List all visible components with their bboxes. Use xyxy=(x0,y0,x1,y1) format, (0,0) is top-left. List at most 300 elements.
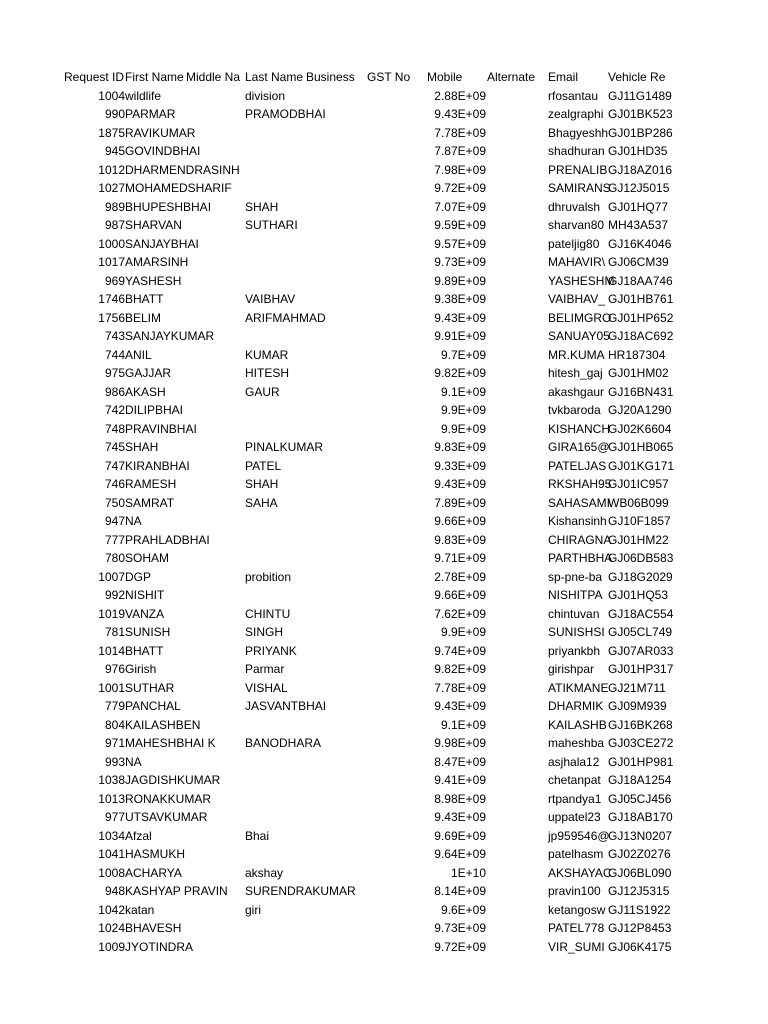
cell-mobile[interactable]: 9.69E+09 xyxy=(434,828,486,843)
cell-first-name[interactable]: VANZA xyxy=(125,606,165,621)
cell-request-id[interactable]: 750 xyxy=(104,495,125,510)
cell-vehicle[interactable]: WB06B099 xyxy=(608,495,669,510)
cell-last-name[interactable]: SHAH xyxy=(245,477,279,491)
cell-mobile[interactable]: 1E+10 xyxy=(450,865,486,880)
cell-vehicle[interactable]: GJ05CL749 xyxy=(608,625,673,639)
cell-mobile[interactable]: 9.83E+09 xyxy=(434,440,486,454)
cell-mobile[interactable]: 9.43E+09 xyxy=(434,107,486,121)
cell-first-name[interactable]: BHAVESH xyxy=(125,921,182,935)
cell-request-id[interactable]: 804 xyxy=(104,717,125,732)
cell-request-id[interactable]: 1034 xyxy=(98,828,125,843)
cell-vehicle[interactable]: GJ11S1922 xyxy=(608,902,671,917)
cell-request-id[interactable]: 992 xyxy=(104,588,125,602)
cell-first-name[interactable]: AKASH xyxy=(125,384,166,399)
cell-vehicle[interactable]: GJ18G2029 xyxy=(608,569,673,584)
cell-request-id[interactable]: 748 xyxy=(104,421,125,436)
cell-mobile[interactable]: 9.72E+09 xyxy=(434,181,486,195)
cell-mobile[interactable]: 9.72E+09 xyxy=(434,939,486,954)
header-gst-no[interactable]: GST No xyxy=(367,70,411,84)
cell-vehicle[interactable]: GJ02K6604 xyxy=(608,421,672,436)
cell-vehicle[interactable]: GJ09M939 xyxy=(608,699,667,713)
cell-first-name[interactable]: BHUPESHBHAI xyxy=(125,199,212,214)
cell-vehicle[interactable]: GJ06K4175 xyxy=(608,939,672,954)
cell-first-name[interactable]: KAILASHBEN xyxy=(125,717,201,732)
cell-vehicle[interactable]: GJ18AC692 xyxy=(608,329,674,343)
cell-first-name[interactable]: JAGDISHKUMAR xyxy=(125,773,221,787)
cell-vehicle[interactable]: GJ13N0207 xyxy=(608,828,673,843)
cell-first-name[interactable]: BELIM xyxy=(125,310,162,325)
cell-email[interactable]: KAILASHB xyxy=(548,717,607,732)
cell-mobile[interactable]: 9.91E+09 xyxy=(434,329,486,343)
cell-vehicle[interactable]: GJ12J5315 xyxy=(608,884,670,898)
cell-mobile[interactable]: 9.74E+09 xyxy=(434,643,486,658)
cell-mobile[interactable]: 9.64E+09 xyxy=(434,847,486,861)
cell-last-name[interactable] xyxy=(245,512,306,531)
cell-last-name[interactable]: SAHA xyxy=(245,495,278,510)
cell-vehicle[interactable]: GJ16K4046 xyxy=(608,236,672,251)
cell-first-name[interactable]: ANIL xyxy=(125,347,152,362)
cell-last-name[interactable]: division xyxy=(245,88,286,103)
cell-email[interactable]: uppatel23 xyxy=(548,810,601,824)
cell-mobile[interactable]: 9.73E+09 xyxy=(434,921,486,935)
cell-mobile[interactable]: 9.59E+09 xyxy=(434,218,486,232)
cell-first-name[interactable]: PANCHAL xyxy=(125,699,181,713)
cell-first-name[interactable]: JYOTINDRA xyxy=(125,939,194,954)
cell-first-name[interactable]: BHATT xyxy=(125,292,164,306)
cell-request-id[interactable]: 746 xyxy=(104,477,125,491)
cell-mobile[interactable]: 9.83E+09 xyxy=(434,532,486,547)
cell-request-id[interactable]: 1017 xyxy=(98,255,125,269)
cell-request-id[interactable]: 1008 xyxy=(98,865,125,880)
header-business[interactable]: Business xyxy=(306,70,355,84)
cell-request-id[interactable]: 993 xyxy=(104,754,125,769)
cell-first-name[interactable]: SANJAYBHAI xyxy=(125,236,199,251)
cell-last-name[interactable] xyxy=(245,161,306,180)
cell-request-id[interactable]: 779 xyxy=(104,699,125,713)
cell-last-name[interactable] xyxy=(245,771,306,790)
cell-email[interactable]: pravin100 xyxy=(548,884,601,898)
cell-vehicle[interactable]: GJ01HM22 xyxy=(608,532,669,547)
cell-last-name[interactable] xyxy=(245,716,306,735)
cell-email[interactable]: YASHESHM xyxy=(548,273,615,288)
cell-request-id[interactable]: 1014 xyxy=(98,643,125,658)
cell-last-name[interactable] xyxy=(245,845,306,864)
cell-email[interactable]: SANUAY05 xyxy=(548,329,610,343)
cell-request-id[interactable]: 743 xyxy=(104,329,125,343)
cell-mobile[interactable]: 9.1E+09 xyxy=(440,384,486,399)
cell-request-id[interactable]: 1875 xyxy=(98,125,125,140)
cell-email[interactable]: rtpandya1 xyxy=(548,791,602,806)
cell-request-id[interactable]: 742 xyxy=(104,403,125,417)
cell-first-name[interactable]: wildlife xyxy=(125,88,162,103)
cell-request-id[interactable]: 1012 xyxy=(98,162,125,177)
cell-email[interactable]: chintuvan xyxy=(548,606,600,621)
cell-request-id[interactable]: 975 xyxy=(104,366,125,380)
cell-vehicle[interactable]: GJ16BK268 xyxy=(608,717,673,732)
cell-first-name[interactable]: SHARVAN xyxy=(125,218,182,232)
cell-vehicle[interactable]: GJ01IC957 xyxy=(608,477,669,491)
cell-email[interactable]: girishpar xyxy=(548,662,595,676)
cell-mobile[interactable]: 9.7E+09 xyxy=(440,347,486,362)
cell-request-id[interactable]: 1746 xyxy=(98,292,125,306)
cell-vehicle[interactable]: MH43A537 xyxy=(608,218,669,232)
cell-email[interactable]: KISHANCH xyxy=(548,421,611,436)
cell-last-name[interactable] xyxy=(245,235,306,254)
cell-request-id[interactable]: 948 xyxy=(104,884,125,898)
table-row xyxy=(0,216,768,235)
cell-last-name[interactable] xyxy=(245,327,306,346)
cell-email[interactable]: tvkbaroda xyxy=(548,403,601,417)
table-row xyxy=(0,253,768,272)
cell-email[interactable]: pateljig80 xyxy=(548,236,600,251)
cell-vehicle[interactable]: GJ21M711 xyxy=(608,680,666,695)
header-middle-name[interactable]: Middle Na xyxy=(186,70,241,84)
cell-vehicle[interactable]: GJ01BK523 xyxy=(608,107,673,121)
cell-last-name[interactable]: giri xyxy=(245,902,262,917)
cell-vehicle[interactable]: GJ20A1290 xyxy=(608,403,672,417)
cell-first-name[interactable]: MAHESHBHAI K xyxy=(125,736,216,750)
cell-mobile[interactable]: 8.47E+09 xyxy=(434,754,486,769)
cell-vehicle[interactable]: GJ02Z0276 xyxy=(608,847,671,861)
cell-first-name[interactable]: SUNISH xyxy=(125,625,171,639)
cell-email[interactable]: RKSHAH95 xyxy=(548,477,612,491)
cell-email[interactable]: NISHITPA xyxy=(548,588,603,602)
cell-first-name[interactable]: NA xyxy=(125,754,142,769)
cell-vehicle[interactable]: GJ01HP981 xyxy=(608,754,674,769)
cell-request-id[interactable]: 1027 xyxy=(98,181,125,195)
table-row xyxy=(0,457,768,476)
cell-first-name[interactable]: GOVINDBHAI xyxy=(125,144,201,158)
cell-first-name[interactable]: RAMESH xyxy=(125,477,177,491)
cell-first-name[interactable]: SAMRAT xyxy=(125,495,175,510)
cell-first-name[interactable]: Girish xyxy=(125,662,157,676)
cell-last-name[interactable]: Parmar xyxy=(245,662,285,676)
cell-last-name[interactable] xyxy=(245,549,306,568)
cell-first-name[interactable]: katan xyxy=(125,902,155,917)
cell-vehicle[interactable]: GJ01KG171 xyxy=(608,458,675,473)
cell-first-name[interactable]: PRAHLADBHAI xyxy=(125,532,210,547)
header-first-name[interactable]: First Name xyxy=(125,70,184,84)
cell-first-name[interactable]: UTSAVKUMAR xyxy=(125,810,208,824)
cell-request-id[interactable]: 1001 xyxy=(98,680,125,695)
cell-email[interactable]: sharvan80 xyxy=(548,218,605,232)
cell-vehicle[interactable]: GJ01HD35 xyxy=(608,144,668,158)
cell-mobile[interactable]: 9.57E+09 xyxy=(434,236,486,251)
cell-mobile[interactable]: 9.1E+09 xyxy=(440,717,486,732)
cell-last-name[interactable]: GAUR xyxy=(245,384,280,399)
cell-vehicle[interactable]: GJ05CJ456 xyxy=(608,791,672,806)
table-row xyxy=(0,845,768,864)
cell-vehicle[interactable]: GJ10F1857 xyxy=(608,514,671,528)
cell-mobile[interactable]: 7.78E+09 xyxy=(434,125,486,140)
cell-email[interactable]: CHIRAGNA xyxy=(548,532,612,547)
cell-last-name[interactable] xyxy=(245,253,306,272)
cell-request-id[interactable]: 1041 xyxy=(98,847,125,861)
cell-email[interactable]: GIRA165@ xyxy=(548,440,610,454)
cell-last-name[interactable]: PRAMODBHAI xyxy=(245,107,326,121)
cell-request-id[interactable]: 781 xyxy=(104,625,125,639)
cell-first-name[interactable]: DHARMENDRASINH xyxy=(125,162,240,177)
cell-first-name[interactable]: MOHAMEDSHARIF xyxy=(125,181,232,195)
cell-request-id[interactable]: 977 xyxy=(104,810,125,824)
cell-email[interactable]: akashgaur xyxy=(548,384,605,399)
cell-mobile[interactable]: 8.98E+09 xyxy=(434,791,486,806)
cell-mobile[interactable]: 9.71E+09 xyxy=(434,551,486,565)
cell-request-id[interactable]: 777 xyxy=(104,532,125,547)
cell-email[interactable]: SUNISHSI xyxy=(548,625,605,639)
cell-vehicle[interactable]: GJ01BP286 xyxy=(608,125,673,140)
cell-email[interactable]: MAHAVIR\ xyxy=(548,255,606,269)
cell-vehicle[interactable]: HR187304 xyxy=(608,347,666,362)
cell-last-name[interactable]: VISHAL xyxy=(245,680,288,695)
cell-request-id[interactable]: 1042 xyxy=(98,902,125,917)
cell-last-name[interactable] xyxy=(245,531,306,550)
cell-email[interactable]: PATELJAS xyxy=(548,458,607,473)
cell-email[interactable]: PARTHBHA xyxy=(548,551,613,565)
cell-vehicle[interactable]: GJ01HP652 xyxy=(608,310,674,325)
cell-vehicle[interactable]: GJ01HB761 xyxy=(608,292,674,306)
cell-vehicle[interactable]: GJ01HM02 xyxy=(608,366,669,380)
cell-vehicle[interactable]: GJ18AC554 xyxy=(608,606,674,621)
cell-vehicle[interactable]: GJ12J5015 xyxy=(608,181,670,195)
cell-mobile[interactable]: 9.66E+09 xyxy=(434,588,486,602)
cell-last-name[interactable] xyxy=(245,790,306,809)
cell-last-name[interactable]: HITESH xyxy=(245,366,290,380)
cell-last-name[interactable]: SURENDRAKUMAR xyxy=(245,884,356,898)
cell-mobile[interactable]: 7.07E+09 xyxy=(434,199,486,214)
table-row xyxy=(0,346,768,365)
cell-last-name[interactable] xyxy=(245,586,306,605)
cell-vehicle[interactable]: GJ18AB170 xyxy=(608,810,673,824)
header-request-id[interactable]: Request ID xyxy=(64,70,125,84)
cell-mobile[interactable]: 7.87E+09 xyxy=(434,144,486,158)
header-vehicle[interactable]: Vehicle Re xyxy=(608,70,666,84)
cell-mobile[interactable]: 9.41E+09 xyxy=(434,773,486,787)
cell-mobile[interactable]: 7.89E+09 xyxy=(434,495,486,510)
cell-first-name[interactable]: RONAKKUMAR xyxy=(125,791,212,806)
cell-first-name[interactable]: KIRANBHAI xyxy=(125,458,190,473)
cell-request-id[interactable]: 1756 xyxy=(98,310,125,325)
cell-vehicle[interactable]: GJ06DB583 xyxy=(608,551,674,565)
table-row xyxy=(0,716,768,735)
cell-last-name[interactable]: PRIYANK xyxy=(245,643,297,658)
cell-request-id[interactable]: 986 xyxy=(104,384,125,399)
cell-request-id[interactable]: 1009 xyxy=(98,939,125,954)
cell-email[interactable]: PRENALIB xyxy=(548,162,608,177)
cell-email[interactable]: hitesh_gaj xyxy=(548,366,603,380)
cell-request-id[interactable]: 945 xyxy=(104,144,125,158)
header-mobile[interactable]: Mobile xyxy=(427,70,463,84)
cell-first-name[interactable]: KASHYAP PRAVIN xyxy=(125,884,228,898)
cell-request-id[interactable]: 745 xyxy=(104,440,125,454)
cell-mobile[interactable]: 9.73E+09 xyxy=(434,255,486,269)
cell-email[interactable]: SAHASAMI xyxy=(548,495,611,510)
cell-last-name[interactable] xyxy=(245,753,306,772)
cell-first-name[interactable]: ACHARYA xyxy=(125,865,182,880)
cell-vehicle[interactable]: GJ11G1489 xyxy=(608,88,672,103)
cell-email[interactable]: PATEL778 xyxy=(548,921,605,935)
cell-mobile[interactable]: 9.9E+09 xyxy=(440,421,486,436)
cell-last-name[interactable]: ARIFMAHMAD xyxy=(245,310,326,325)
header-alternate[interactable]: Alternate xyxy=(487,70,536,84)
cell-first-name[interactable]: Afzal xyxy=(125,828,152,843)
cell-vehicle[interactable]: GJ18A1254 xyxy=(608,773,672,787)
cell-email[interactable]: rfosantau xyxy=(548,88,599,103)
cell-vehicle[interactable]: GJ07AR033 xyxy=(608,643,674,658)
cell-first-name[interactable]: SUTHAR xyxy=(125,680,175,695)
cell-last-name[interactable] xyxy=(245,919,306,938)
cell-mobile[interactable]: 9.9E+09 xyxy=(440,625,486,639)
header-email[interactable]: Email xyxy=(548,70,579,84)
cell-vehicle[interactable]: GJ18AA746 xyxy=(608,273,673,288)
cell-first-name[interactable]: DGP xyxy=(125,569,152,584)
cell-email[interactable]: sp-pne-ba xyxy=(548,569,603,584)
cell-vehicle[interactable]: GJ01HQ77 xyxy=(608,199,669,214)
cell-request-id[interactable]: 976 xyxy=(104,662,125,676)
cell-request-id[interactable]: 947 xyxy=(104,514,125,528)
cell-first-name[interactable]: HASMUKH xyxy=(125,847,186,861)
cell-request-id[interactable]: 747 xyxy=(104,458,125,473)
cell-request-id[interactable]: 989 xyxy=(104,199,125,214)
cell-first-name[interactable]: GAJJAR xyxy=(125,366,172,380)
cell-last-name[interactable] xyxy=(245,179,306,198)
cell-request-id[interactable]: 969 xyxy=(104,273,125,288)
cell-first-name[interactable]: SANJAYKUMAR xyxy=(125,329,215,343)
cell-mobile[interactable]: 2.78E+09 xyxy=(434,569,486,584)
cell-mobile[interactable]: 9.43E+09 xyxy=(434,699,486,713)
cell-last-name[interactable]: KUMAR xyxy=(245,347,289,362)
cell-last-name[interactable]: probition xyxy=(245,569,292,584)
cell-first-name[interactable]: BHATT xyxy=(125,643,164,658)
cell-email[interactable]: ketangosw xyxy=(548,902,606,917)
cell-last-name[interactable]: BANODHARA xyxy=(245,736,322,750)
cell-last-name[interactable]: CHINTU xyxy=(245,606,291,621)
cell-last-name[interactable] xyxy=(245,272,306,291)
cell-request-id[interactable]: 1000 xyxy=(98,236,125,251)
cell-mobile[interactable]: 9.43E+09 xyxy=(434,310,486,325)
cell-mobile[interactable]: 9.38E+09 xyxy=(434,292,486,306)
cell-mobile[interactable]: 9.33E+09 xyxy=(434,458,486,473)
cell-last-name[interactable]: akshay xyxy=(245,865,284,880)
cell-last-name[interactable] xyxy=(245,124,306,143)
cell-mobile[interactable]: 9.43E+09 xyxy=(434,810,486,824)
cell-first-name[interactable]: PRAVINBHAI xyxy=(125,421,197,436)
cell-first-name[interactable]: RAVIKUMAR xyxy=(125,125,196,140)
cell-vehicle[interactable]: GJ06BL090 xyxy=(608,865,672,880)
cell-email[interactable]: Kishansinh xyxy=(548,514,607,528)
cell-last-name[interactable]: JASVANTBHAI xyxy=(245,699,327,713)
cell-mobile[interactable]: 9.6E+09 xyxy=(440,902,486,917)
cell-vehicle[interactable]: GJ01HB065 xyxy=(608,440,674,454)
cell-mobile[interactable]: 9.66E+09 xyxy=(434,514,486,528)
cell-last-name[interactable] xyxy=(245,808,306,827)
cell-email[interactable]: dhruvalsh xyxy=(548,199,601,214)
cell-email[interactable]: shadhuran xyxy=(548,144,605,158)
cell-last-name[interactable]: SUTHARI xyxy=(245,218,298,232)
cell-last-name[interactable]: Bhai xyxy=(245,828,270,843)
cell-last-name[interactable] xyxy=(245,420,306,439)
cell-email[interactable]: AKSHAYAC xyxy=(548,865,612,880)
cell-vehicle[interactable]: GJ16BN431 xyxy=(608,384,674,399)
cell-vehicle[interactable]: GJ18AZ016 xyxy=(608,162,673,177)
cell-vehicle[interactable]: GJ01HP317 xyxy=(608,662,674,676)
cell-request-id[interactable]: 990 xyxy=(104,107,125,121)
cell-email[interactable]: BELIMGRO xyxy=(548,310,612,325)
cell-mobile[interactable]: 9.98E+09 xyxy=(434,736,486,750)
cell-last-name[interactable] xyxy=(245,938,306,957)
cell-mobile[interactable]: 7.98E+09 xyxy=(434,162,486,177)
cell-email[interactable]: SAMIRANS xyxy=(548,181,611,195)
cell-vehicle[interactable]: GJ06CM39 xyxy=(608,255,669,269)
cell-email[interactable]: chetanpat xyxy=(548,773,601,787)
cell-request-id[interactable]: 744 xyxy=(104,347,125,362)
cell-first-name[interactable]: DILIPBHAI xyxy=(125,403,184,417)
cell-email[interactable]: VIR_SUMI xyxy=(548,939,605,954)
cell-email[interactable]: patelhasm xyxy=(548,847,604,861)
cell-mobile[interactable]: 7.62E+09 xyxy=(434,606,486,621)
cell-last-name[interactable] xyxy=(245,142,306,161)
cell-vehicle[interactable]: GJ12P8453 xyxy=(608,921,672,935)
cell-email[interactable]: zealgraphi xyxy=(548,107,604,121)
cell-vehicle[interactable]: GJ01HQ53 xyxy=(608,588,669,602)
cell-first-name[interactable]: NISHIT xyxy=(125,588,165,602)
cell-first-name[interactable]: SHAH xyxy=(125,440,159,454)
cell-mobile[interactable]: 7.78E+09 xyxy=(434,680,486,695)
cell-email[interactable]: MR.KUMA xyxy=(548,347,605,362)
cell-first-name[interactable]: YASHESH xyxy=(125,273,182,288)
cell-mobile[interactable]: 9.9E+09 xyxy=(440,403,486,417)
cell-last-name[interactable]: VAIBHAV xyxy=(245,292,296,306)
cell-email[interactable]: Bhagyeshh xyxy=(548,125,609,140)
cell-email[interactable]: ATIKMANE xyxy=(548,680,609,695)
cell-email[interactable]: DHARMIK xyxy=(548,699,604,713)
cell-email[interactable]: jp959546@ xyxy=(548,828,610,843)
cell-first-name[interactable]: NA xyxy=(125,514,142,528)
cell-request-id[interactable]: 1013 xyxy=(98,791,125,806)
cell-request-id[interactable]: 971 xyxy=(104,736,125,750)
cell-last-name[interactable]: SHAH xyxy=(245,199,279,214)
cell-email[interactable]: maheshba xyxy=(548,736,605,750)
cell-mobile[interactable]: 2.88E+09 xyxy=(434,88,486,103)
cell-mobile[interactable]: 9.82E+09 xyxy=(434,366,486,380)
cell-request-id[interactable]: 987 xyxy=(104,218,125,232)
cell-first-name[interactable]: PARMAR xyxy=(125,107,176,121)
cell-email[interactable]: priyankbh xyxy=(548,643,601,658)
cell-mobile[interactable]: 8.14E+09 xyxy=(434,884,486,898)
cell-mobile[interactable]: 9.89E+09 xyxy=(434,273,486,288)
cell-email[interactable]: VAIBHAV_ xyxy=(548,292,605,306)
cell-request-id[interactable]: 1004 xyxy=(98,88,125,103)
cell-first-name[interactable]: AMARSINH xyxy=(125,255,189,269)
cell-last-name[interactable]: PATEL xyxy=(245,458,282,473)
cell-first-name[interactable]: SOHAM xyxy=(125,551,170,565)
cell-request-id[interactable]: 1024 xyxy=(98,921,125,935)
cell-request-id[interactable]: 1019 xyxy=(98,606,125,621)
header-last-name[interactable]: Last Name xyxy=(245,70,304,84)
cell-request-id[interactable]: 1007 xyxy=(98,569,125,584)
cell-last-name[interactable]: SINGH xyxy=(245,625,284,639)
cell-last-name[interactable]: PINALKUMAR xyxy=(245,440,324,454)
cell-last-name[interactable] xyxy=(245,401,306,420)
cell-email[interactable]: asjhala12 xyxy=(548,754,600,769)
cell-request-id[interactable]: 1038 xyxy=(98,773,125,787)
table-row xyxy=(0,753,768,772)
cell-mobile[interactable]: 9.82E+09 xyxy=(434,662,486,676)
cell-mobile[interactable]: 9.43E+09 xyxy=(434,477,486,491)
cell-vehicle[interactable]: GJ03CE272 xyxy=(608,736,674,750)
table-row xyxy=(0,475,768,494)
cell-request-id[interactable]: 780 xyxy=(104,551,125,565)
